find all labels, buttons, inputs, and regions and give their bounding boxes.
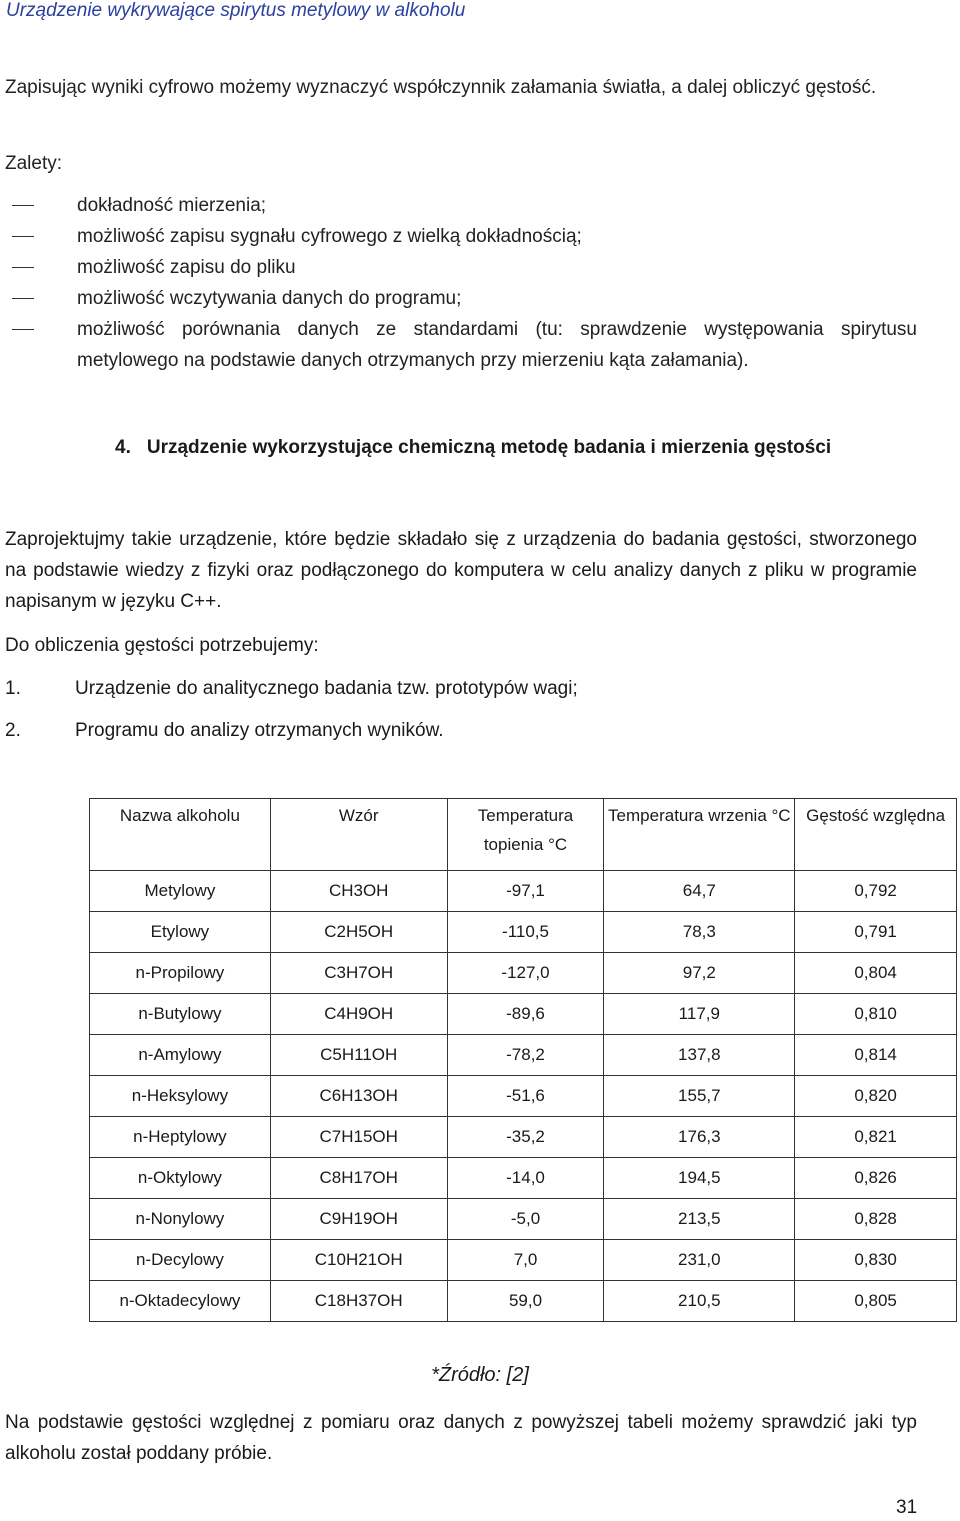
page-number: 31: [896, 1497, 918, 1518]
table-header-row: [90, 799, 957, 871]
table-cell: -14,0: [447, 1158, 604, 1199]
source-note: *Źródło: [2]: [431, 1364, 529, 1386]
table-cell: 7,0: [447, 1240, 604, 1281]
list-item: możliwość zapisu sygnału cyfrowego z wielką dokładnością;: [0, 221, 917, 252]
section-title: Urządzenie wykorzystujące chemiczną metodę badania i mierzenia gęstości: [146, 437, 832, 458]
table-row: [90, 1035, 957, 1076]
table-cell: C7H15OH: [270, 1117, 447, 1158]
table-cell: C8H17OH: [270, 1158, 447, 1199]
table-cell: -5,0: [447, 1199, 604, 1240]
table-cell: 0,791: [795, 912, 957, 953]
table-cell: 0,792: [795, 871, 957, 912]
table-cell: 210,5: [604, 1281, 795, 1322]
table-cell: 155,7: [604, 1076, 795, 1117]
advantages-label: Zalety:: [5, 153, 63, 174]
column-header: Temperatura wrzenia °C: [604, 799, 795, 871]
column-header: Temperatura topienia °C: [447, 799, 604, 871]
table-cell: n-Oktylowy: [90, 1158, 271, 1199]
list-item: możliwość wczytywania danych do programu;: [0, 283, 917, 314]
table-cell: n-Butylowy: [90, 994, 271, 1035]
table-cell: 137,8: [604, 1035, 795, 1076]
table-row: [90, 1076, 957, 1117]
table-row: [90, 994, 957, 1035]
table-cell: -89,6: [447, 994, 604, 1035]
table-cell: 0,828: [795, 1199, 957, 1240]
table-cell: C5H11OH: [270, 1035, 447, 1076]
list-item: dokładność mierzenia;: [0, 190, 917, 221]
table-cell: C2H5OH: [270, 912, 447, 953]
table-cell: 97,2: [604, 953, 795, 994]
table-row: [90, 1281, 957, 1322]
column-header: Nazwa alkoholu: [90, 799, 271, 871]
table-cell: 64,7: [604, 871, 795, 912]
dash-bullet-icon: [12, 329, 34, 330]
requirements-label: Do obliczenia gęstości potrzebujemy:: [5, 635, 319, 656]
table-row: [90, 1158, 957, 1199]
table-cell: 0,810: [795, 994, 957, 1035]
section-heading: [115, 437, 831, 459]
table-cell: -97,1: [447, 871, 604, 912]
dash-bullet-icon: [12, 267, 34, 268]
table-cell: 0,814: [795, 1035, 957, 1076]
table-cell: 0,820: [795, 1076, 957, 1117]
table-row: [90, 1199, 957, 1240]
table-cell: n-Heptylowy: [90, 1117, 271, 1158]
table-cell: -110,5: [447, 912, 604, 953]
table-cell: n-Heksylowy: [90, 1076, 271, 1117]
table-cell: -78,2: [447, 1035, 604, 1076]
table-cell: C10H21OH: [270, 1240, 447, 1281]
list-item: możliwość zapisu do pliku: [0, 252, 917, 283]
table-cell: -127,0: [447, 953, 604, 994]
table-row: [90, 871, 957, 912]
column-header: Gęstość względna: [795, 799, 957, 871]
table-cell: n-Amylowy: [90, 1035, 271, 1076]
table-cell: Metylowy: [90, 871, 271, 912]
table-cell: C9H19OH: [270, 1199, 447, 1240]
table-cell: C3H7OH: [270, 953, 447, 994]
column-header: Wzór: [270, 799, 447, 871]
table-cell: n-Nonylowy: [90, 1199, 271, 1240]
table-cell: 78,3: [604, 912, 795, 953]
table-cell: CH3OH: [270, 871, 447, 912]
running-header: Urządzenie wykrywające spirytus metylowy w alkoholu: [6, 0, 466, 21]
advantages-list: [0, 190, 930, 376]
list-item: możliwość porównania danych ze standardami (tu: sprawdzenie występowania spirytusu metylowego na podstawie danych otrzymanych przy mierzeniu kąta załamania).: [0, 314, 917, 376]
table-cell: 0,830: [795, 1240, 957, 1281]
table-cell: 176,3: [604, 1117, 795, 1158]
alcohol-properties-table: [89, 798, 957, 1322]
list-item: 2. Programu do analizy otrzymanych wyników.: [5, 720, 444, 741]
table-cell: 213,5: [604, 1199, 795, 1240]
table-cell: 59,0: [447, 1281, 604, 1322]
table-row: [90, 953, 957, 994]
table-cell: -35,2: [447, 1117, 604, 1158]
intro-paragraph: Zapisując wyniki cyfrowo możemy wyznaczyć współczynnik załamania światła, a dalej obliczyć gęstość.: [5, 77, 877, 98]
table-cell: -51,6: [447, 1076, 604, 1117]
table-cell: 117,9: [604, 994, 795, 1035]
body-paragraph: Zaprojektujmy takie urządzenie, które będzie składało się z urządzenia do badania gęstości, stworzonego na podstawie wiedzy z fizyki oraz podłączonego do komputera w celu analizy danych z pliku w programie napisanym w języku C++.: [5, 529, 917, 612]
table-cell: C6H13OH: [270, 1076, 447, 1117]
table-cell: C18H37OH: [270, 1281, 447, 1322]
table-cell: 194,5: [604, 1158, 795, 1199]
conclusion-paragraph: Na podstawie gęstości względnej z pomiaru oraz danych z powyższej tabeli możemy sprawdzić jaki typ alkoholu został poddany próbie.: [5, 1412, 917, 1464]
table-row: [90, 1117, 957, 1158]
table-cell: C4H9OH: [270, 994, 447, 1035]
table-cell: n-Oktadecylowy: [90, 1281, 271, 1322]
table-cell: n-Propilowy: [90, 953, 271, 994]
list-item: 1. Urządzenie do analitycznego badania tzw. prototypów wagi;: [5, 678, 578, 699]
table-cell: Etylowy: [90, 912, 271, 953]
table-row: [90, 1240, 957, 1281]
section-number: 4.: [115, 437, 131, 458]
table-cell: 231,0: [604, 1240, 795, 1281]
dash-bullet-icon: [12, 205, 34, 206]
table-cell: 0,826: [795, 1158, 957, 1199]
table-cell: 0,821: [795, 1117, 957, 1158]
table-cell: 0,804: [795, 953, 957, 994]
table-cell: n-Decylowy: [90, 1240, 271, 1281]
table-row: [90, 912, 957, 953]
table-cell: 0,805: [795, 1281, 957, 1322]
dash-bullet-icon: [12, 298, 34, 299]
dash-bullet-icon: [12, 236, 34, 237]
